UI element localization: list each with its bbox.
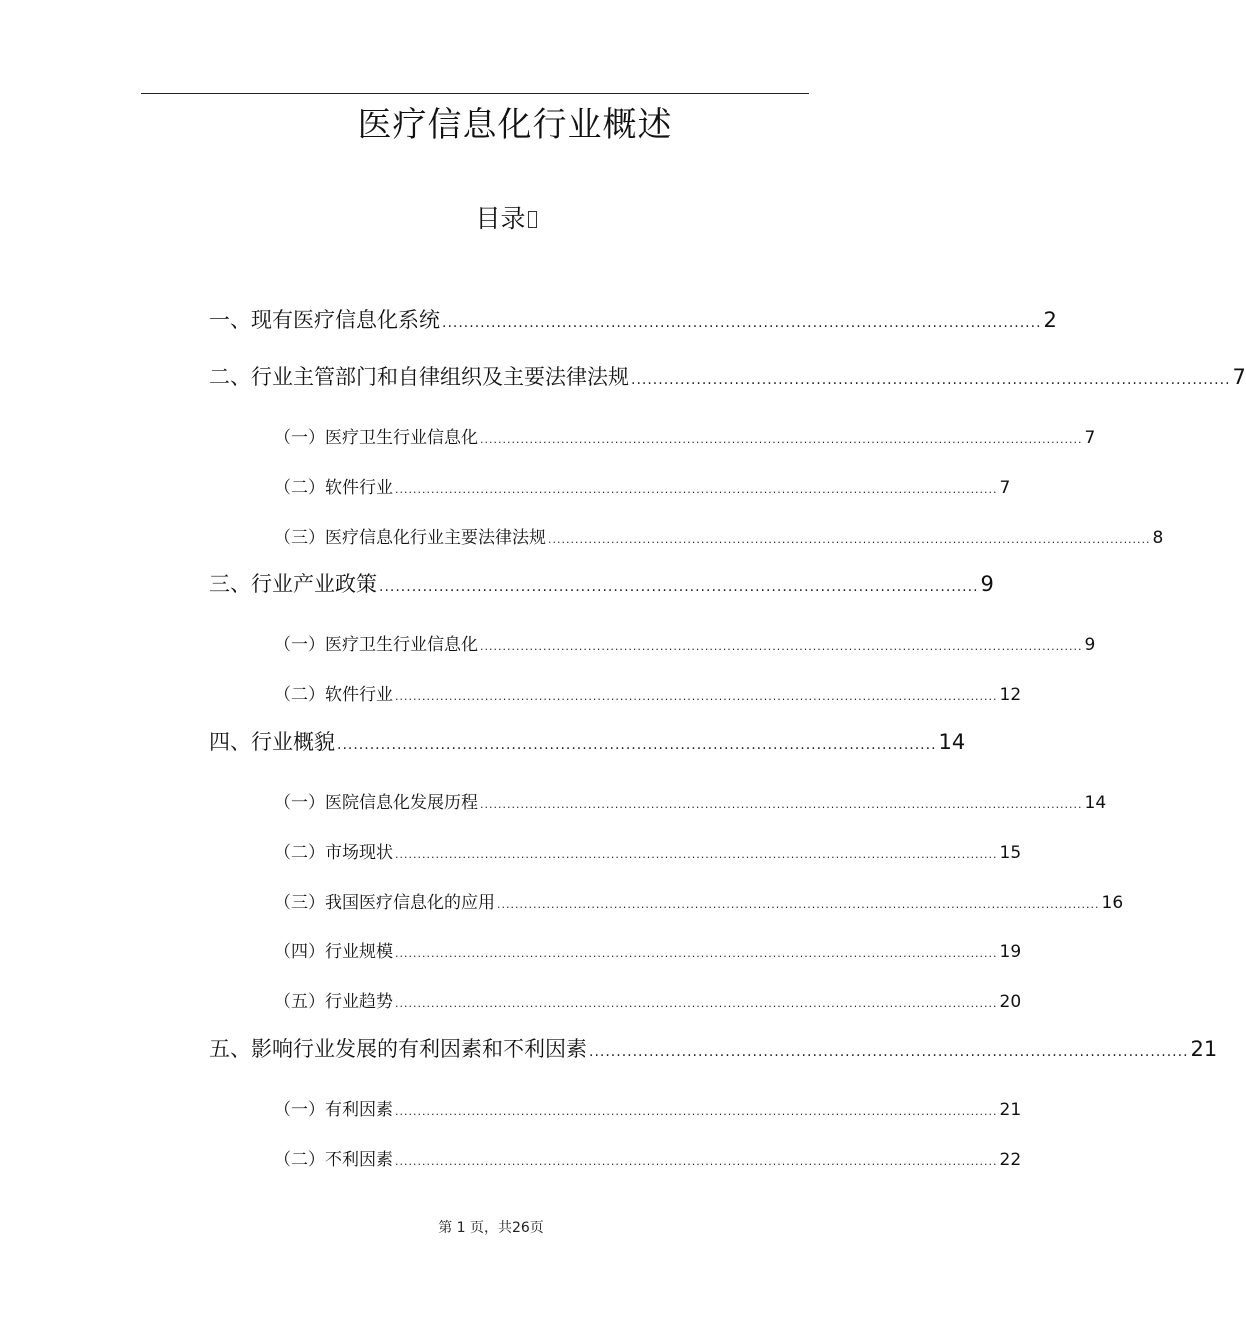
toc-entry[interactable] [274, 890, 1124, 918]
toc-entry[interactable] [209, 727, 966, 760]
toc-dot-leader: .............................................................................................................. [379, 579, 979, 595]
toc-entry-page: 16 [1101, 893, 1124, 913]
toc-entry[interactable] [274, 1097, 1022, 1125]
toc-dot-leader: ...................................................................................................................................... [548, 533, 1151, 546]
toc-heading-text: 目录 [475, 204, 526, 233]
toc-entry-page: 7 [1084, 428, 1096, 448]
toc-entry[interactable] [274, 840, 1022, 868]
toc-entry-label: （三）我国医疗信息化的应用 [274, 893, 495, 913]
toc-entry-page: 7 [1232, 365, 1246, 389]
toc-dot-leader: ...................................................................................................................................... [395, 997, 998, 1010]
toc-entry-page: 7 [999, 478, 1011, 498]
toc-entry[interactable] [209, 305, 1057, 338]
toc-entry[interactable] [274, 939, 1022, 967]
toc-dot-leader: ...................................................................................................................................... [395, 1155, 998, 1168]
toc-entry-label: （一）有利因素 [274, 1100, 393, 1120]
page-footer: 第 1 页，共26页 [438, 1220, 544, 1236]
toc-dot-leader: ...................................................................................................................................... [395, 690, 998, 703]
toc-entry-page: 19 [999, 942, 1022, 962]
toc-entry-label: （四）行业规模 [274, 942, 393, 962]
toc-entry[interactable] [209, 1034, 1218, 1067]
missing-glyph-icon [528, 211, 537, 228]
toc-entry[interactable] [274, 682, 1022, 710]
toc-entry[interactable] [274, 425, 1096, 453]
toc-entry-page: 9 [1084, 635, 1096, 655]
document-title: 医疗信息化行业概述 [357, 105, 673, 145]
toc-dot-leader: ...................................................................................................................................... [395, 1105, 998, 1118]
toc-dot-leader: ...................................................................................................................................... [395, 848, 998, 861]
toc-entry-label: （二）不利因素 [274, 1150, 393, 1170]
toc-dot-leader: ...................................................................................................................................... [395, 947, 998, 960]
toc-entry[interactable] [209, 569, 994, 602]
toc-dot-leader: ...................................................................................................................................... [480, 433, 1083, 446]
toc-entry[interactable] [209, 362, 1246, 395]
toc-entry-page: 14 [1084, 793, 1107, 813]
toc-entry-label: （三）医疗信息化行业主要法律法规 [274, 528, 546, 548]
toc-entry-page: 22 [999, 1150, 1022, 1170]
toc-entry-page: 20 [999, 992, 1022, 1012]
toc-entry-label: 二、行业主管部门和自律组织及主要法律法规 [209, 365, 629, 389]
toc-entry-page: 2 [1043, 308, 1057, 332]
toc-heading [0, 201, 1012, 237]
toc-entry-page: 21 [999, 1100, 1022, 1120]
toc-entry-label: （二）软件行业 [274, 685, 393, 705]
toc-entry[interactable] [274, 989, 1022, 1017]
toc-entry-label: 一、现有医疗信息化系统 [209, 308, 440, 332]
toc-entry-page: 15 [999, 843, 1022, 863]
toc-entry-label: 五、影响行业发展的有利因素和不利因素 [209, 1037, 587, 1061]
toc-entry-page: 12 [999, 685, 1022, 705]
toc-entry[interactable] [274, 632, 1096, 660]
toc-entry-page: 21 [1190, 1037, 1218, 1061]
toc-entry-page: 8 [1152, 528, 1164, 548]
toc-entry-page: 14 [938, 730, 966, 754]
toc-dot-leader: .............................................................................................................. [631, 372, 1231, 388]
toc-dot-leader: ...................................................................................................................................... [497, 898, 1100, 911]
toc-entry-label: （一）医院信息化发展历程 [274, 793, 478, 813]
toc-entry-label: （二）软件行业 [274, 478, 393, 498]
toc-entry-label: （一）医疗卫生行业信息化 [274, 428, 478, 448]
toc-entry-label: 三、行业产业政策 [209, 572, 377, 596]
toc-dot-leader: .............................................................................................................. [589, 1044, 1189, 1060]
toc-dot-leader: .............................................................................................................. [337, 737, 937, 753]
toc-entry[interactable] [274, 525, 1164, 553]
toc-entry-label: （一）医疗卫生行业信息化 [274, 635, 478, 655]
toc-entry-page: 9 [980, 572, 994, 596]
toc-entry-label: （二）市场现状 [274, 843, 393, 863]
toc-dot-leader: .............................................................................................................. [442, 315, 1042, 331]
toc-entry-label: 四、行业概貌 [209, 730, 335, 754]
toc-dot-leader: ...................................................................................................................................... [480, 798, 1083, 811]
header-rule [141, 93, 809, 94]
toc-entry[interactable] [274, 475, 1011, 503]
toc-entry[interactable] [274, 1147, 1022, 1175]
toc-dot-leader: ...................................................................................................................................... [395, 483, 998, 496]
toc-entry-label: （五）行业趋势 [274, 992, 393, 1012]
toc-dot-leader: ...................................................................................................................................... [480, 640, 1083, 653]
toc-entry[interactable] [274, 790, 1107, 818]
